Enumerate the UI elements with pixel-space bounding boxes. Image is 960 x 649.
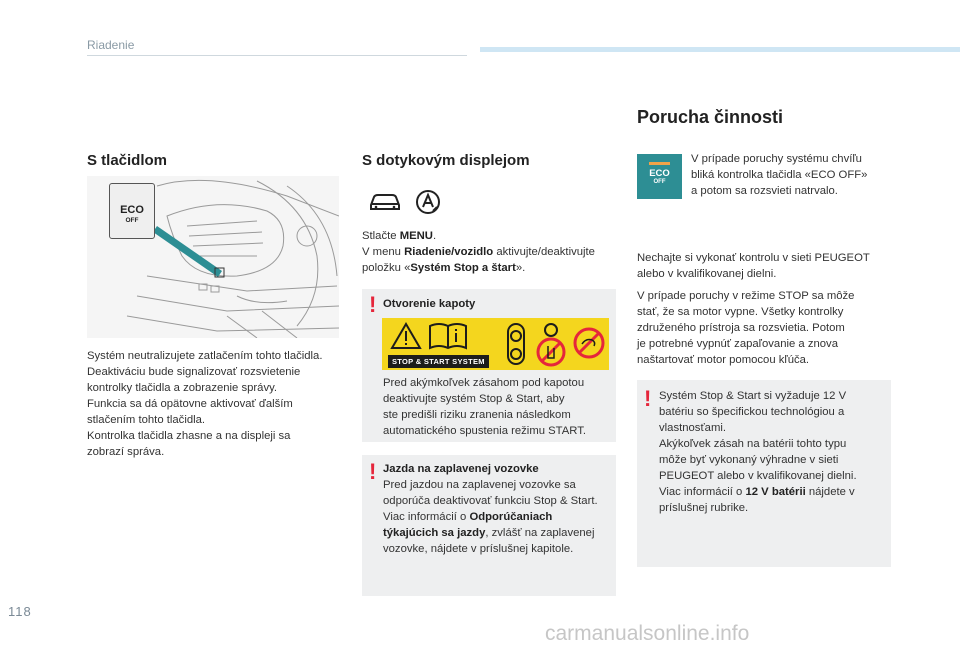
header-band bbox=[480, 47, 960, 52]
footer-watermark: carmanualsonline.info bbox=[545, 622, 750, 645]
fault-paragraph-1: Nechajte si vykonať kontrolu v sieti PEUGEOT alebo v kvalifikovanej dielni. bbox=[637, 252, 870, 280]
drive-assist-icon bbox=[415, 189, 441, 215]
battery-text: Systém Stop & Start si vyžaduje 12 V batériu so špecifickou technológiou a vlastnosťami. Akýkoľvek zásah na batérii tohto typu môže byť vykonaný výhradne v sieti PEUGEOT alebo v kvalifikovanej dielni. Viac informácií o bbox=[659, 390, 857, 498]
header-rule bbox=[87, 55, 467, 56]
no-hand-icon bbox=[534, 320, 568, 368]
eco-button-line1: ECO bbox=[120, 204, 144, 216]
battery-box-text bbox=[659, 388, 887, 516]
eco-icon-line2: OFF bbox=[653, 179, 666, 185]
flood-box-title: Jazda na zaplavenej vozovke bbox=[383, 463, 539, 475]
menu-path: Riadenie/vozidlo bbox=[404, 246, 494, 258]
intro-text: aktivujte/deaktivujte bbox=[493, 246, 595, 258]
fan-belt-icon bbox=[504, 322, 528, 366]
warning-icon: ! bbox=[644, 386, 652, 411]
running-header: Riadenie bbox=[87, 38, 135, 52]
indicator-bar bbox=[649, 162, 670, 165]
section-title-fault: Porucha činnosti bbox=[637, 107, 784, 127]
button-description: Systém neutralizujete zatlačením tohto tlačidla. Deaktiváciu bude signalizovať rozsvietenie kontrolky tlačidla a zobrazenie správy. Funkcia sa dá opätovne aktivovať ďalším stlačením tohto tlačidla. Kontrolka tlačidla zhasne a na displeji sa zobrazí správa. bbox=[87, 350, 323, 458]
flood-text: Pred jazdou na zaplavenej vozovke sa odporúča deaktivovať funkciu Stop & Start. Viac informácií o bbox=[383, 479, 598, 523]
eco-icon-line1: ECO bbox=[649, 168, 670, 179]
fault-paragraph-2: V prípade poruchy v režime STOP sa môže stať, že sa motor vypne. Všetky kontrolky združeného prístroja sa rozsvietia. Potom je potrebné vypnúť zapaľovanie a znova naštartovať motor pomocou kľúča. bbox=[637, 290, 855, 366]
car-icon bbox=[368, 192, 402, 212]
section-title-button: S tlačidlom bbox=[87, 152, 168, 169]
caution-triangle-icon bbox=[390, 322, 422, 350]
battery-text: nájdete v príslušnej rubrike. bbox=[659, 486, 855, 514]
intro-text: Stlačte bbox=[362, 230, 400, 242]
flood-box-text bbox=[383, 477, 613, 557]
flood-text-bold: Odporúčaniach týkajúcich sa jazdy bbox=[383, 511, 553, 539]
menu-item-name: Systém Stop a štart bbox=[410, 262, 516, 274]
section-title-touch: S dotykovým displejom bbox=[362, 152, 530, 169]
menu-keyword: MENU bbox=[399, 230, 433, 242]
no-touch-icon bbox=[572, 326, 606, 360]
stop-start-system-label: STOP & START SYSTEM bbox=[388, 355, 489, 368]
eco-off-button-illustration bbox=[109, 183, 155, 239]
stop-start-warning-label bbox=[382, 318, 609, 370]
intro-text: . bbox=[432, 230, 437, 242]
warning-icon: ! bbox=[369, 459, 377, 484]
fault-icon-text: V prípade poruchy systému chvíľu bliká kontrolka tlačidla «ECO OFF» a potom sa rozsvieti natrvalo. bbox=[691, 153, 868, 197]
intro-text: V menu bbox=[362, 246, 405, 258]
hood-box-text: Pred akýmkoľvek zásahom pod kapotou deaktivujte systém Stop & Start, aby ste predišli riziku zranenia následkom automatického spustenia režimu START. bbox=[383, 377, 587, 437]
intro-text: ». bbox=[515, 262, 526, 274]
battery-text-bold: 12 V batérii bbox=[745, 486, 806, 498]
flood-text: , zvlášť na zaplavenej vozovke, nájdete v príslušnej kapitole. bbox=[383, 527, 595, 555]
manual-book-icon bbox=[428, 322, 468, 350]
intro-text: položku « bbox=[362, 262, 411, 274]
eco-button-line2: OFF bbox=[125, 217, 139, 224]
warning-icon: ! bbox=[369, 292, 377, 317]
eco-off-indicator-icon bbox=[637, 154, 682, 199]
page-number: 118 bbox=[8, 604, 32, 619]
touch-instructions bbox=[362, 228, 622, 276]
hood-box-title: Otvorenie kapoty bbox=[383, 298, 476, 310]
